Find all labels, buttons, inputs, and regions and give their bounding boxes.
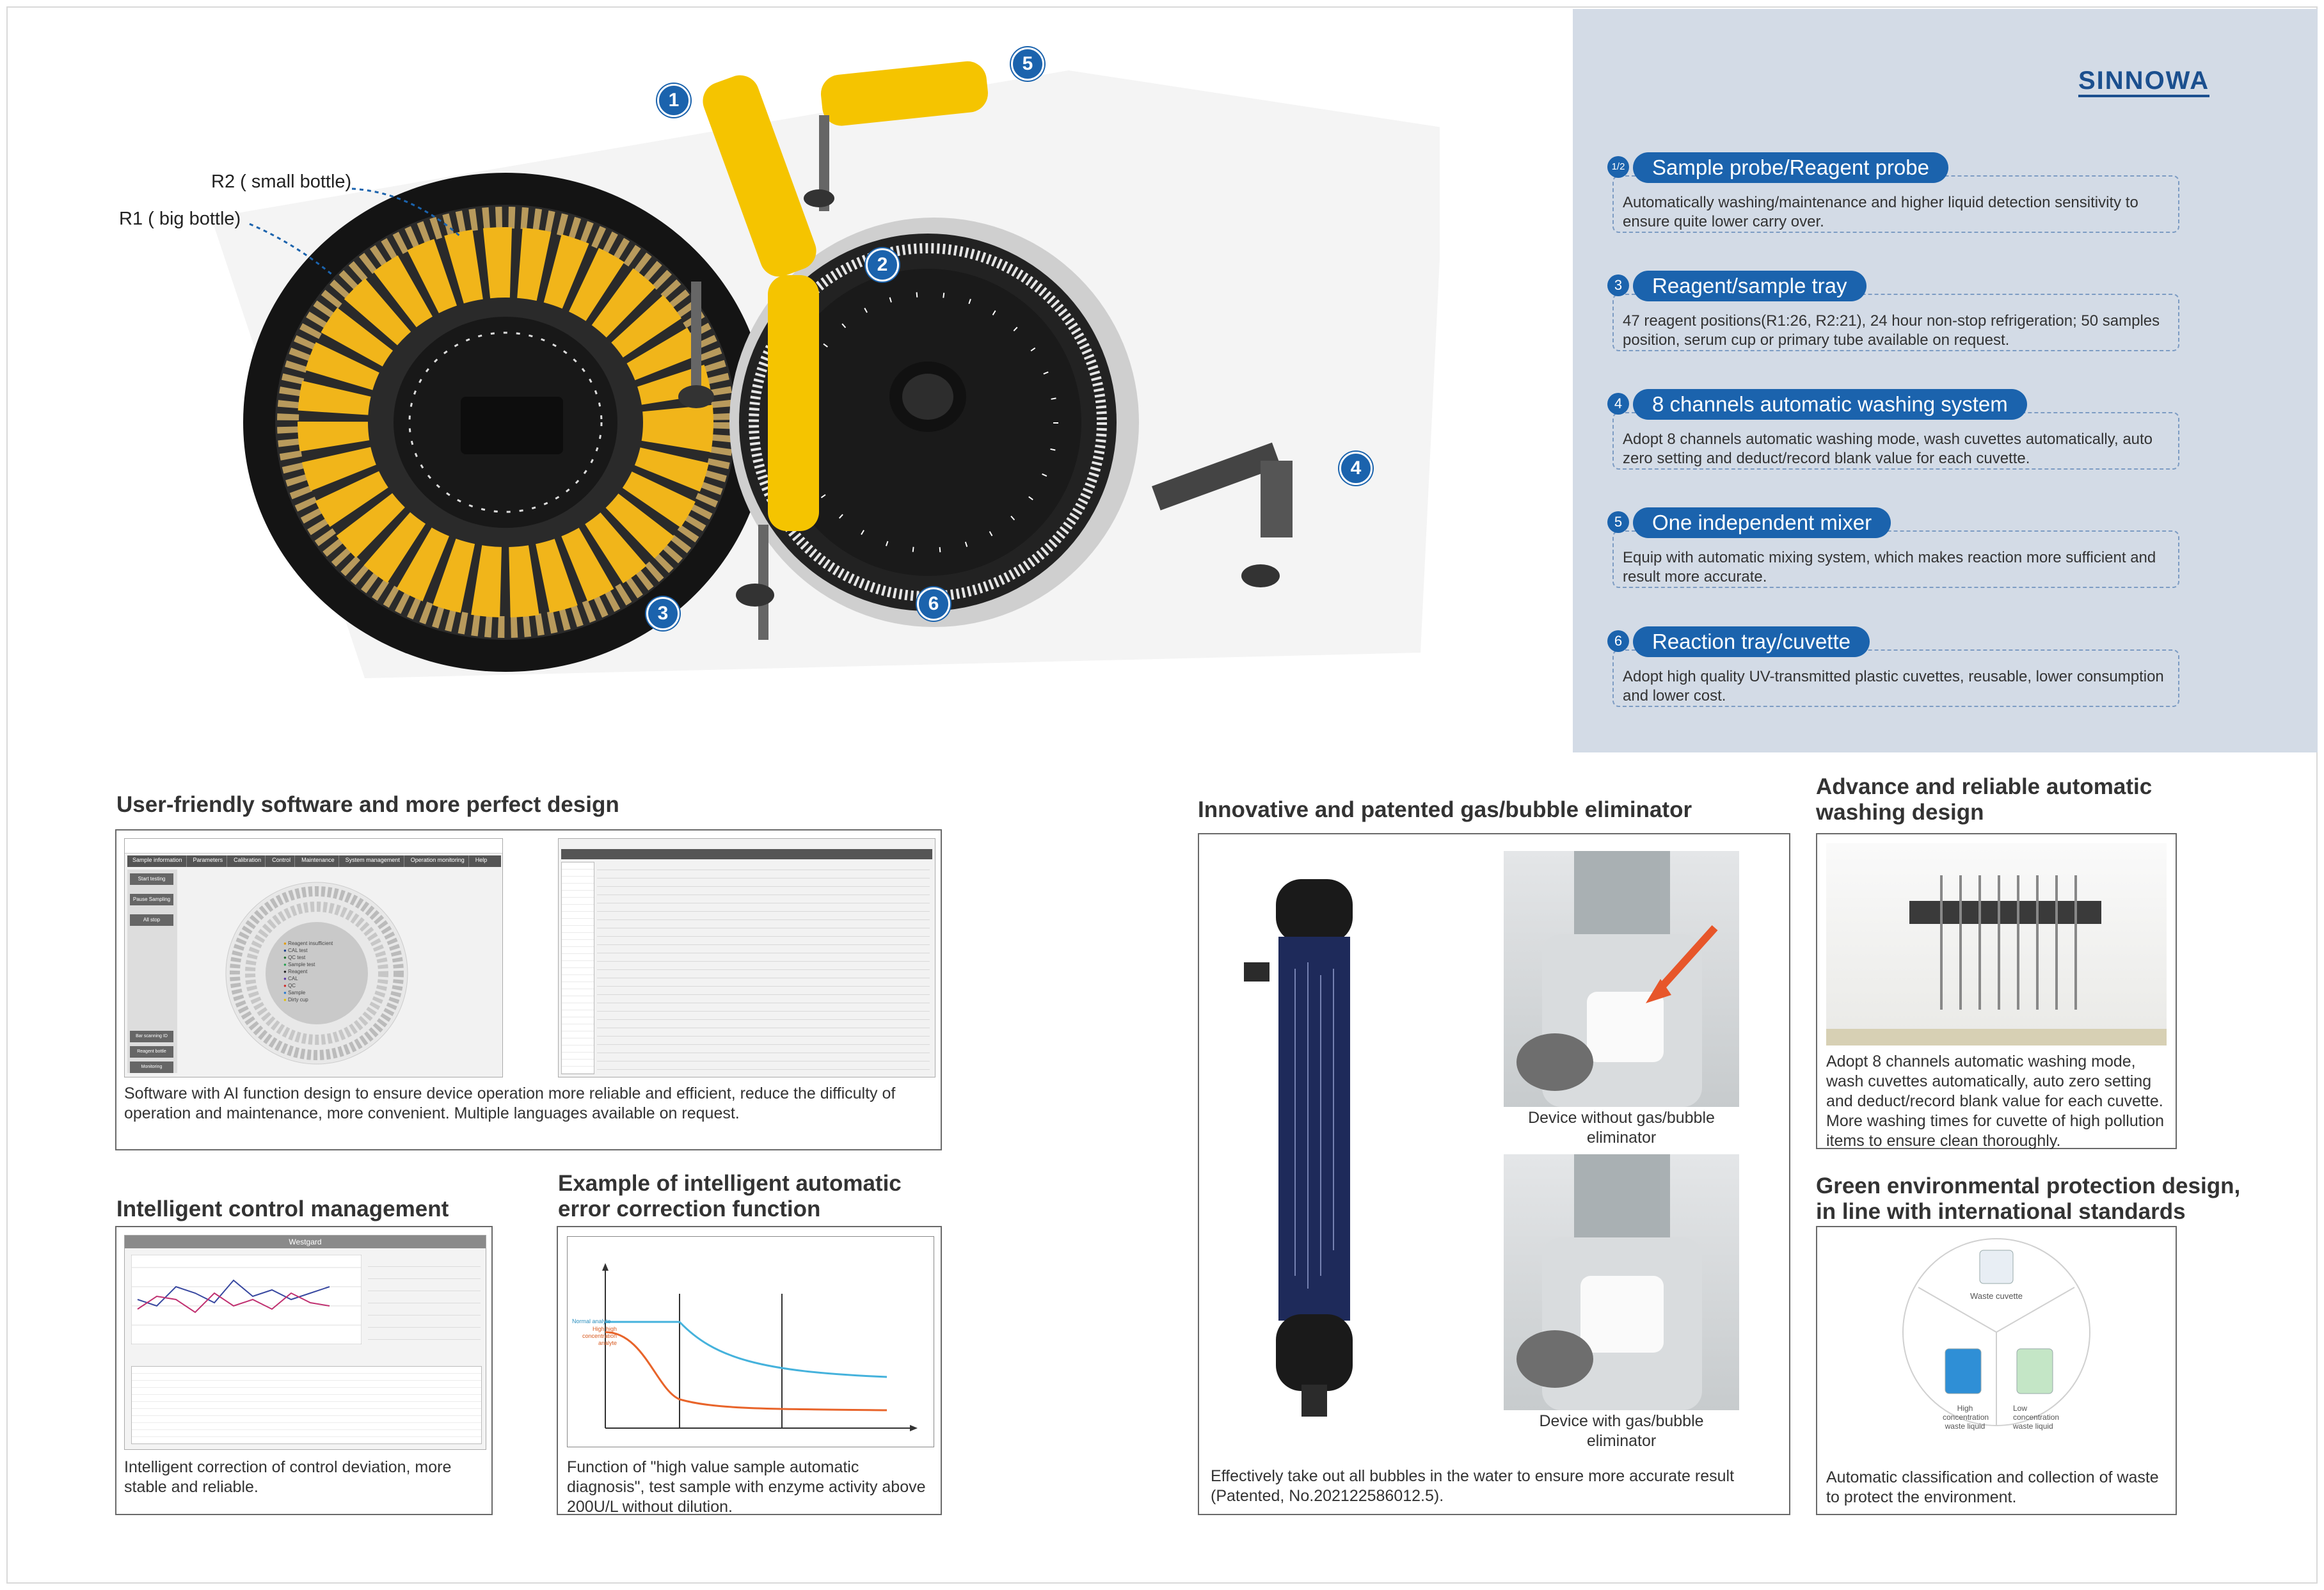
bubble-card [1198,833,1790,1515]
software-card [115,829,942,1150]
washing-caption: Adopt 8 channels automatic washing mode, wash cuvettes automatically, auto zero setting and deduct/record blank value for each cuvette. More washing times for cuvette of high pollution items to ensure clean thoroughly. [1826,1053,2165,1150]
software-screen-parameters [558,838,935,1077]
monitoring-button[interactable]: Monitoring [130,1061,173,1073]
tab-operation-monitoring[interactable]: Operation monitoring [407,855,469,867]
bar-scanning-button[interactable]: Bar scanning ID [130,1031,173,1042]
waste-diagram [1900,1236,2092,1428]
callout-2: 2 [866,248,899,282]
label-leader-lines [0,0,1472,704]
callout-3: 3 [646,597,680,630]
bubble-caption: Effectively take out all bubbles in the water to ensure more accurate result (Patented, No.202122586012.5). [1211,1467,1735,1505]
tab-maintenance[interactable]: Maintenance [298,855,339,867]
control-heading: Intelligent control management [116,1196,449,1221]
photo-without-eliminator [1504,851,1739,1107]
tab-calibration[interactable]: Calibration [230,855,266,867]
westgard-window [124,1235,486,1450]
legend-item: CAL [288,976,298,982]
washing-card [1816,833,2177,1149]
label-normal-analyte: Normal analyte [572,1318,611,1324]
green-card [1816,1226,2177,1515]
feature-title: Reagent/sample tray [1633,271,1866,301]
feature-washing [1607,389,2176,479]
bubble-heading: Innovative and patented gas/bubble eliminator [1198,797,1692,822]
feature-title: Sample probe/Reagent probe [1633,152,1948,183]
callout-1: 1 [657,84,690,117]
feature-cuvette [1607,626,2176,716]
westgard-chart [131,1255,362,1344]
brand-logo: SINNOWA [2078,67,2209,97]
callout-4: 4 [1339,452,1373,485]
tab-parameters[interactable]: Parameters [189,855,228,867]
control-card [115,1226,493,1515]
legend-item: QC test [288,955,306,960]
legend-item: Sample test [288,962,315,967]
feature-number: 4 [1607,393,1629,415]
software-sidebar [127,870,177,1073]
feature-title: Reaction tray/cuvette [1633,626,1870,657]
green-heading [1816,1173,2240,1225]
label-r1: R1 ( big bottle) [119,209,241,229]
tab-system-management[interactable]: System management [342,855,404,867]
feature-probe [1607,152,2176,242]
feature-desc: Adopt 8 channels automatic washing mode, wash cuvettes automatically, auto zero setting and deduct/record blank value for each cuvette. [1612,412,2179,470]
tab-control[interactable]: Control [268,855,295,867]
start-testing-button[interactable]: Start testing [130,873,173,885]
software-caption: Software with AI function design to ensure device operation more reliable and efficient, reduce the difficulty of operation and maintenance, more convenient. Multiple languages available on request. [124,1085,896,1122]
feature-number: 6 [1607,630,1629,652]
error-card [557,1226,942,1515]
label-r2: R2 ( small bottle) [211,171,352,192]
washing-heading-line2: washing design [1816,800,1984,825]
feature-title: 8 channels automatic washing system [1633,389,2027,420]
bubble-eliminator-device [1238,866,1378,1429]
label-low-waste: Low concentration waste liquid [2013,1404,2060,1431]
all-stop-button[interactable]: All stop [130,914,173,926]
control-caption: Intelligent correction of control deviation, more stable and reliable. [124,1458,452,1496]
callout-6: 6 [917,587,950,621]
error-heading [558,1171,902,1222]
feature-number: 5 [1607,511,1629,533]
label-high-waste: High concentration waste liquid [1943,1404,1989,1431]
legend-item: QC [288,983,296,989]
feature-desc: Adopt high quality UV-transmitted plastic cuvettes, reusable, lower consumption and lower cost. [1612,649,2179,707]
legend-item: CAL test [288,948,308,953]
photo2-caption: Device with gas/bubble eliminator [1539,1412,1704,1450]
label-waste-cuvette: Waste cuvette [1970,1291,2023,1301]
legend-item: Reagent insufficient [288,941,333,946]
label-high-analyte: High high concentration analyte [582,1326,617,1346]
software-tabs [127,855,501,867]
tray-legend: ● Reagent insufficient ● CAL test ● QC test ● Sample test ● Reagent ● CAL ● QC ● Sample ● Dirty cup [283,941,333,1003]
photo1-caption: Device without gas/bubble eliminator [1528,1109,1715,1147]
error-heading-line2: error correction function [558,1196,821,1221]
westgard-title: Westgard [125,1236,486,1248]
feature-title: One independent mixer [1633,507,1891,538]
green-caption: Automatic classification and collection of waste to protect the environment. [1826,1468,2159,1506]
software-screen-main [124,838,503,1077]
washing-heading-line1: Advance and reliable automatic [1816,774,2153,799]
green-heading-line2: in line with international standards [1816,1199,2186,1224]
feature-number: 3 [1607,274,1629,296]
feature-number: 1/2 [1607,156,1629,178]
error-heading-line1: Example of intelligent automatic [558,1171,902,1196]
feature-desc: Equip with automatic mixing system, which makes reaction more sufficient and result more accurate. [1612,530,2179,588]
green-heading-line1: Green environmental protection design, [1816,1173,2241,1198]
feature-desc: 47 reagent positions(R1:26, R2:21), 24 hour non-stop refrigeration; 50 samples position, serum cup or primary tube available on request. [1612,294,2179,351]
tab-sample-information[interactable]: Sample information [129,855,187,867]
reagent-bottle-button[interactable]: Reagent bottle [130,1046,173,1058]
tab-help[interactable]: Help [475,857,488,863]
washing-heading [1816,774,2152,825]
error-caption: Function of "high value sample automatic diagnosis", test sample with enzyme activity above 200U/L without dilution. [567,1458,926,1516]
pause-sampling-button[interactable]: Pause Sampling [130,894,173,905]
feature-mixer [1607,507,2176,597]
error-correction-graph [567,1236,934,1447]
software-heading: User-friendly software and more perfect design [116,792,619,817]
legend-item: Reagent [288,969,308,974]
feature-desc: Automatically washing/maintenance and higher liquid detection sensitivity to ensure quite lower carry over. [1612,175,2179,233]
legend-item: Sample [288,990,306,996]
feature-tray [1607,271,2176,360]
washing-needles-photo [1826,843,2167,1045]
photo-with-eliminator [1504,1154,1739,1410]
callout-5: 5 [1011,47,1044,81]
legend-item: Dirty cup [288,997,308,1003]
